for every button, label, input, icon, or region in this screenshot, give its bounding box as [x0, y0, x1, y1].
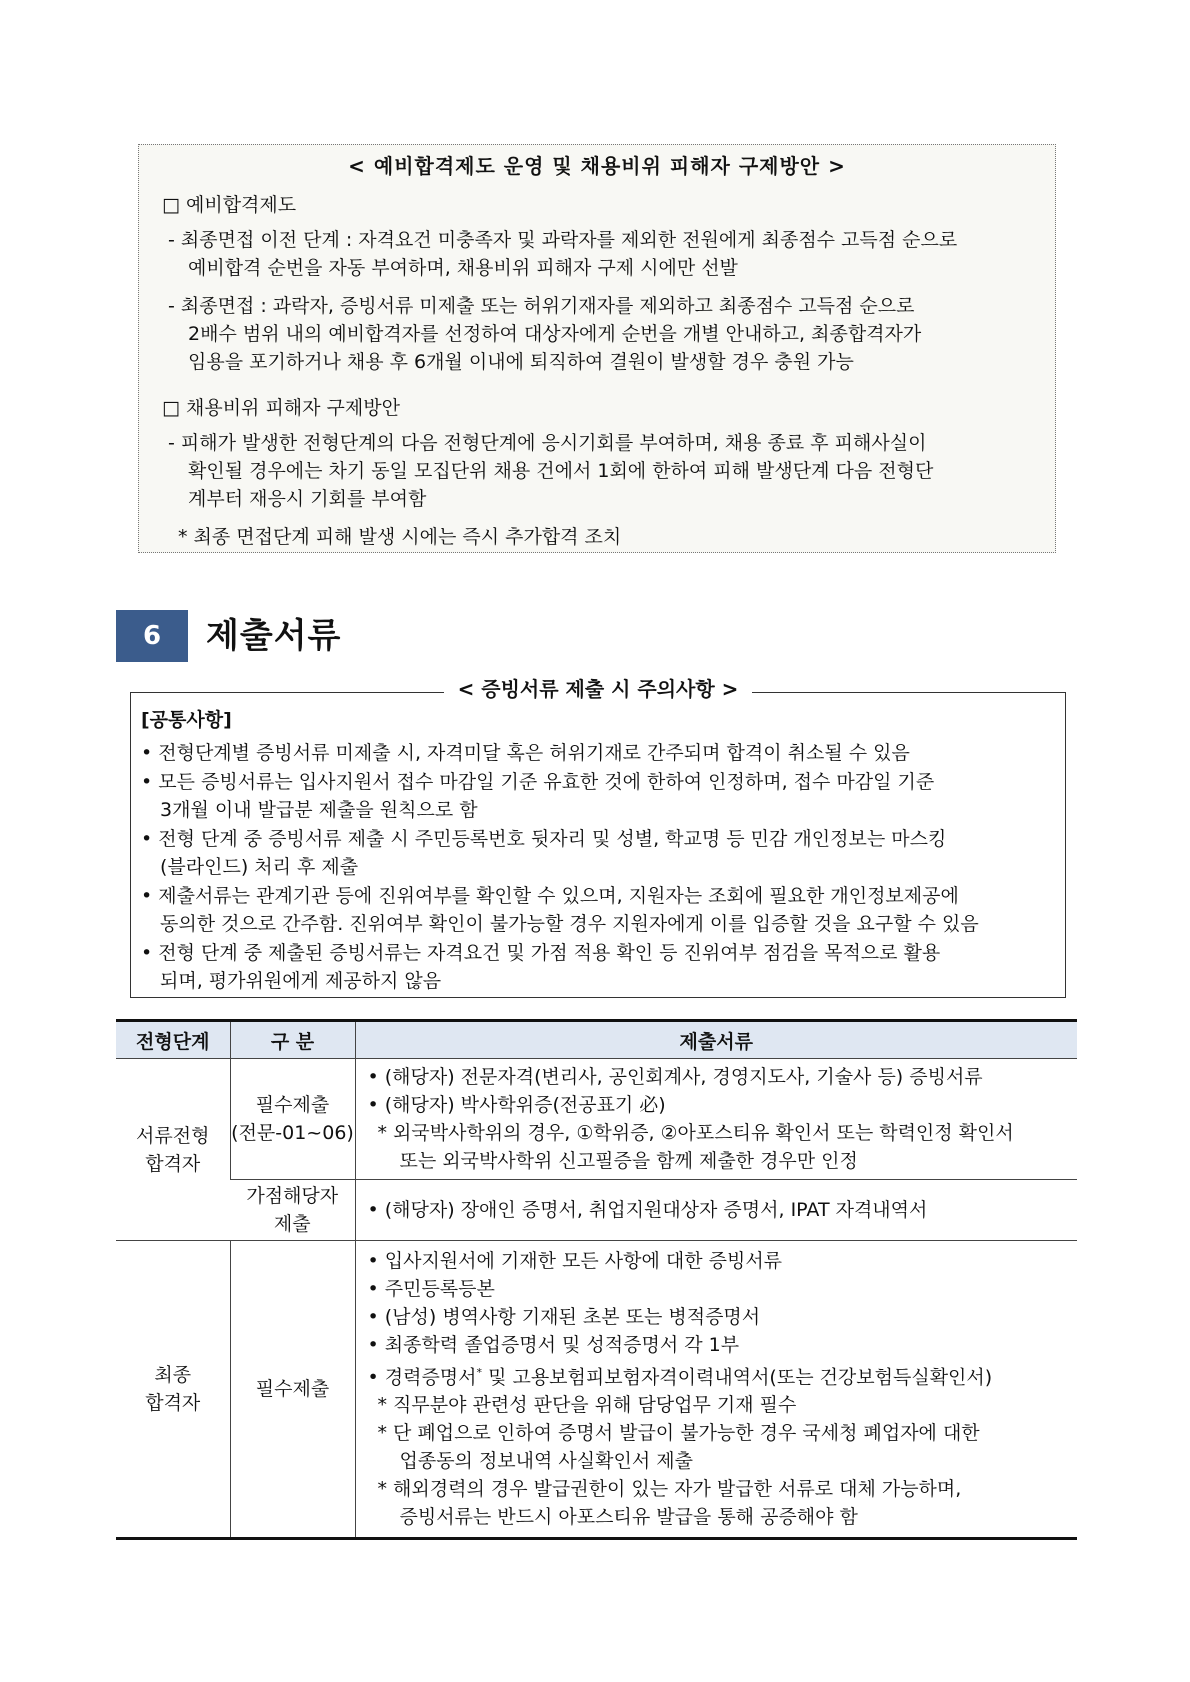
stage-final: 최종 합격자: [116, 1241, 230, 1539]
common-items-label: [공통사항]: [141, 709, 232, 731]
table-header-row: [116, 1021, 1077, 1059]
section-title: 제출서류: [206, 616, 342, 656]
caution-title: < 증빙서류 제출 시 주의사항 >: [130, 673, 1066, 702]
documents-list: • (해당자) 전문자격(변리사, 공인회계사, 경영지도사, 기술사 등) 증빙서류 • (해당자) 박사학위증(전공표기 必) * 외국박사학위의 경우, ①학위증, ②아포스티유 확인서 또는 학력인정 확인서 또는 외국박사학위 신고필증을 함께 제출한 경우만 인정: [355, 1059, 1077, 1180]
category-required-professional: 필수제출 (전문-01~06): [230, 1059, 355, 1180]
category-required-final: 필수제출: [230, 1241, 355, 1539]
reserve-pass-item-1: - 최종면접 이전 단계 : 자격요건 미충족자 및 과락자를 제외한 전원에게 최종점수 고득점 순으로 예비합격 순번을 자동 부여하며, 채용비위 피해자 구제 시에만 선발: [168, 229, 958, 279]
table-row: [116, 1180, 1077, 1241]
section-number: 6: [116, 610, 188, 662]
victim-relief-heading: □ 채용비위 피해자 구제방안: [162, 397, 400, 419]
victim-relief-item: - 피해가 발생한 전형단계의 다음 전형단계에 응시기회를 부여하며, 채용 종료 후 피해사실이 확인될 경우에는 차기 동일 모집단위 채용 건에서 1회에 한하여 피해 발생단계 다음 전형단 계부터 재응시 기회를 부여함: [168, 432, 934, 510]
victim-relief-note: * 최종 면접단계 피해 발생 시에는 즉시 추가합격 조치: [178, 526, 622, 548]
header-stage: 전형단계: [116, 1021, 230, 1059]
stage-document-screening: 서류전형 합격자: [116, 1059, 230, 1241]
header-documents: 제출서류: [355, 1021, 1077, 1059]
documents-list: • 입사지원서에 기재한 모든 사항에 대한 증빙서류 • 주민등록등본 • (남성) 병역사항 기재된 초본 또는 병적증명서 • 최종학력 졸업증명서 및 성적증명서 각 1부 • 경력증명서* 및 고용보험피보험자격이력내역서(또는 건강보험득실확인서) * 직무분야 관련성 판단을 위해 담당업무 기재 필수 * 단 폐업으로 인하여 증명서 발급이 불가능한 경우 국세청 폐업자에 대한 업종동의 정보내역 사실확인서 제출 * 해외경력의 경우 발급권한이 있는 자가 발급한 서류로 대체 가능하며, 증빙서류는 반드시 아포스티유 발급을 통해 공증해야 함: [355, 1241, 1077, 1539]
caution-bullet-4: • 제출서류는 관계기관 등에 진위여부를 확인할 수 있으며, 지원자는 조회에 필요한 개인정보제공에 동의한 것으로 간주함. 진위여부 확인이 불가능할 경우 지원자에게 이를 입증할 것을 요구할 수 있음: [141, 885, 979, 935]
category-bonus: 가점해당자 제출: [230, 1180, 355, 1241]
reserve-pass-title: < 예비합격제도 운영 및 채용비위 피해자 구제방안 >: [348, 154, 846, 178]
documents-list: • (해당자) 장애인 증명서, 취업지원대상자 증명서, IPAT 자격내역서: [355, 1180, 1077, 1241]
table-row: [116, 1241, 1077, 1539]
required-documents-table: [116, 1019, 1077, 1540]
caution-bullet-3: • 전형 단계 중 증빙서류 제출 시 주민등록번호 뒷자리 및 성별, 학교명 등 민감 개인정보는 마스킹 (블라인드) 처리 후 제출: [141, 828, 947, 878]
reserve-pass-heading: □ 예비합격제도: [162, 194, 297, 216]
caution-bullet-2: • 모든 증빙서류는 입사지원서 접수 마감일 기준 유효한 것에 한하여 인정하며, 접수 마감일 기준 3개월 이내 발급분 제출을 원칙으로 함: [141, 771, 935, 821]
reserve-pass-item-2: - 최종면접 : 과락자, 증빙서류 미제출 또는 허위기재자를 제외하고 최종점수 고득점 순으로 2배수 범위 내의 예비합격자를 선정하여 대상자에게 순번을 개별 안내하고, 최종합격자가 임용을 포기하거나 채용 후 6개월 이내에 퇴직하여 결원이 발생할 경우 충원 가능: [168, 295, 922, 373]
caution-bullet-1: • 전형단계별 증빙서류 미제출 시, 자격미달 혹은 허위기재로 간주되며 합격이 취소될 수 있음: [141, 742, 910, 764]
table-row: [116, 1059, 1077, 1180]
header-category: 구 분: [230, 1021, 355, 1059]
caution-bullet-5: • 전형 단계 중 제출된 증빙서류는 자격요건 및 가점 적용 확인 등 진위여부 점검을 목적으로 활용 되며, 평가위원에게 제공하지 않음: [141, 942, 941, 992]
